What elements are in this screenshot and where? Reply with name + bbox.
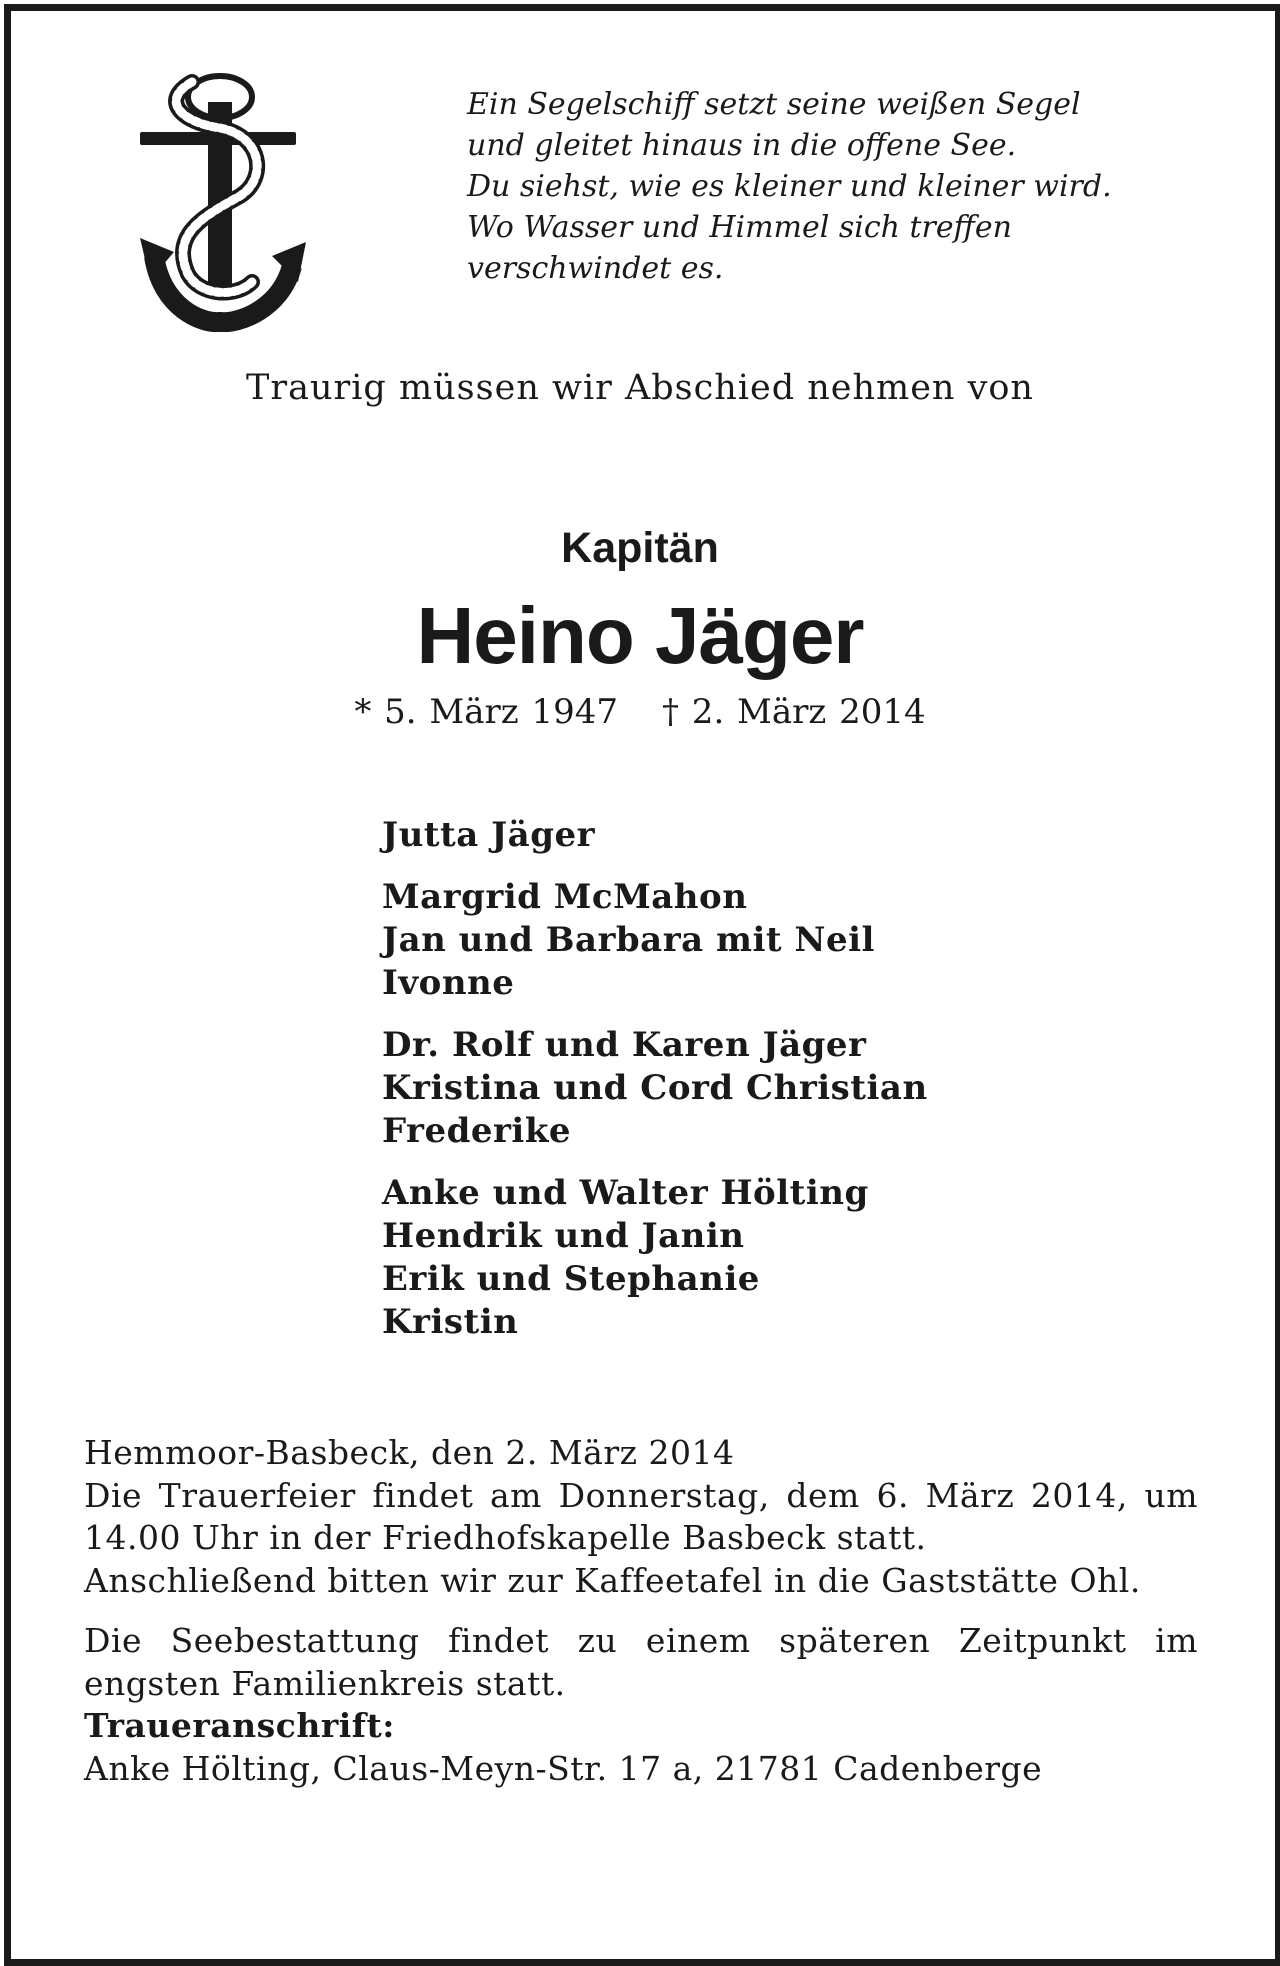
notice-footer bbox=[84, 1432, 1198, 1790]
poem-line: verschwindet es. bbox=[467, 251, 724, 286]
deceased-title: Kapitän bbox=[561, 524, 719, 572]
poem-line: Wo Wasser und Himmel sich treffen bbox=[467, 210, 1012, 245]
poem-line: Du siehst, wie es kleiner und kleiner wird. bbox=[467, 169, 1112, 204]
funeral-info: Die Trauerfeier findet am Donnerstag, dem 6. März 2014, um 14.00 Uhr in der Friedhofskapelle Basbeck statt. bbox=[84, 1475, 1198, 1557]
deceased-name: Heino Jäger bbox=[416, 591, 864, 680]
mourners-list bbox=[382, 814, 928, 1363]
poem-line: Ein Segelschiff setzt seine weißen Segel bbox=[467, 87, 1081, 122]
mourner-group bbox=[382, 1024, 928, 1153]
life-dates bbox=[0, 692, 1280, 732]
mourner-group bbox=[382, 876, 928, 1005]
death-date: † 2. März 2014 bbox=[662, 692, 926, 732]
mourner-name: Ivonne bbox=[382, 963, 515, 1003]
mourner-group bbox=[382, 1172, 928, 1344]
intro-text: Traurig müssen wir Abschied nehmen von bbox=[246, 368, 1034, 408]
mourner-name: Kristina und Cord Christian bbox=[382, 1068, 928, 1108]
mourner-name: Jan und Barbara mit Neil bbox=[382, 920, 875, 960]
poem bbox=[467, 84, 1227, 289]
mourner-name: Hendrik und Janin bbox=[382, 1216, 745, 1256]
mourner-name: Jutta Jäger bbox=[382, 815, 596, 855]
mourner-name: Margrid McMahon bbox=[382, 877, 748, 917]
burial-info: Die Seebestattung findet zu einem späteren Zeitpunkt im engsten Familienkreis statt. bbox=[84, 1621, 1198, 1703]
mourner-name: Anke und Walter Hölting bbox=[382, 1173, 869, 1213]
poem-line: und gleitet hinaus in die offene See. bbox=[467, 128, 1017, 163]
mourner-name: Frederike bbox=[382, 1111, 572, 1151]
anchor-icon bbox=[140, 70, 356, 332]
address-label: Traueranschrift: bbox=[84, 1706, 395, 1745]
mourner-name: Dr. Rolf und Karen Jäger bbox=[382, 1025, 867, 1065]
coffee-info: Anschließend bitten wir zur Kaffeetafel in die Gaststätte Ohl. bbox=[84, 1560, 1141, 1600]
place-date: Hemmoor-Basbeck, den 2. März 2014 bbox=[84, 1433, 735, 1472]
mourner-group bbox=[382, 814, 928, 857]
birth-date: * 5. März 1947 bbox=[354, 692, 618, 732]
mourner-name: Kristin bbox=[382, 1302, 519, 1342]
mourning-address: Anke Hölting, Claus-Meyn-Str. 17 a, 21781 Cadenberge bbox=[84, 1748, 1043, 1788]
mourner-name: Erik und Stephanie bbox=[382, 1259, 760, 1299]
